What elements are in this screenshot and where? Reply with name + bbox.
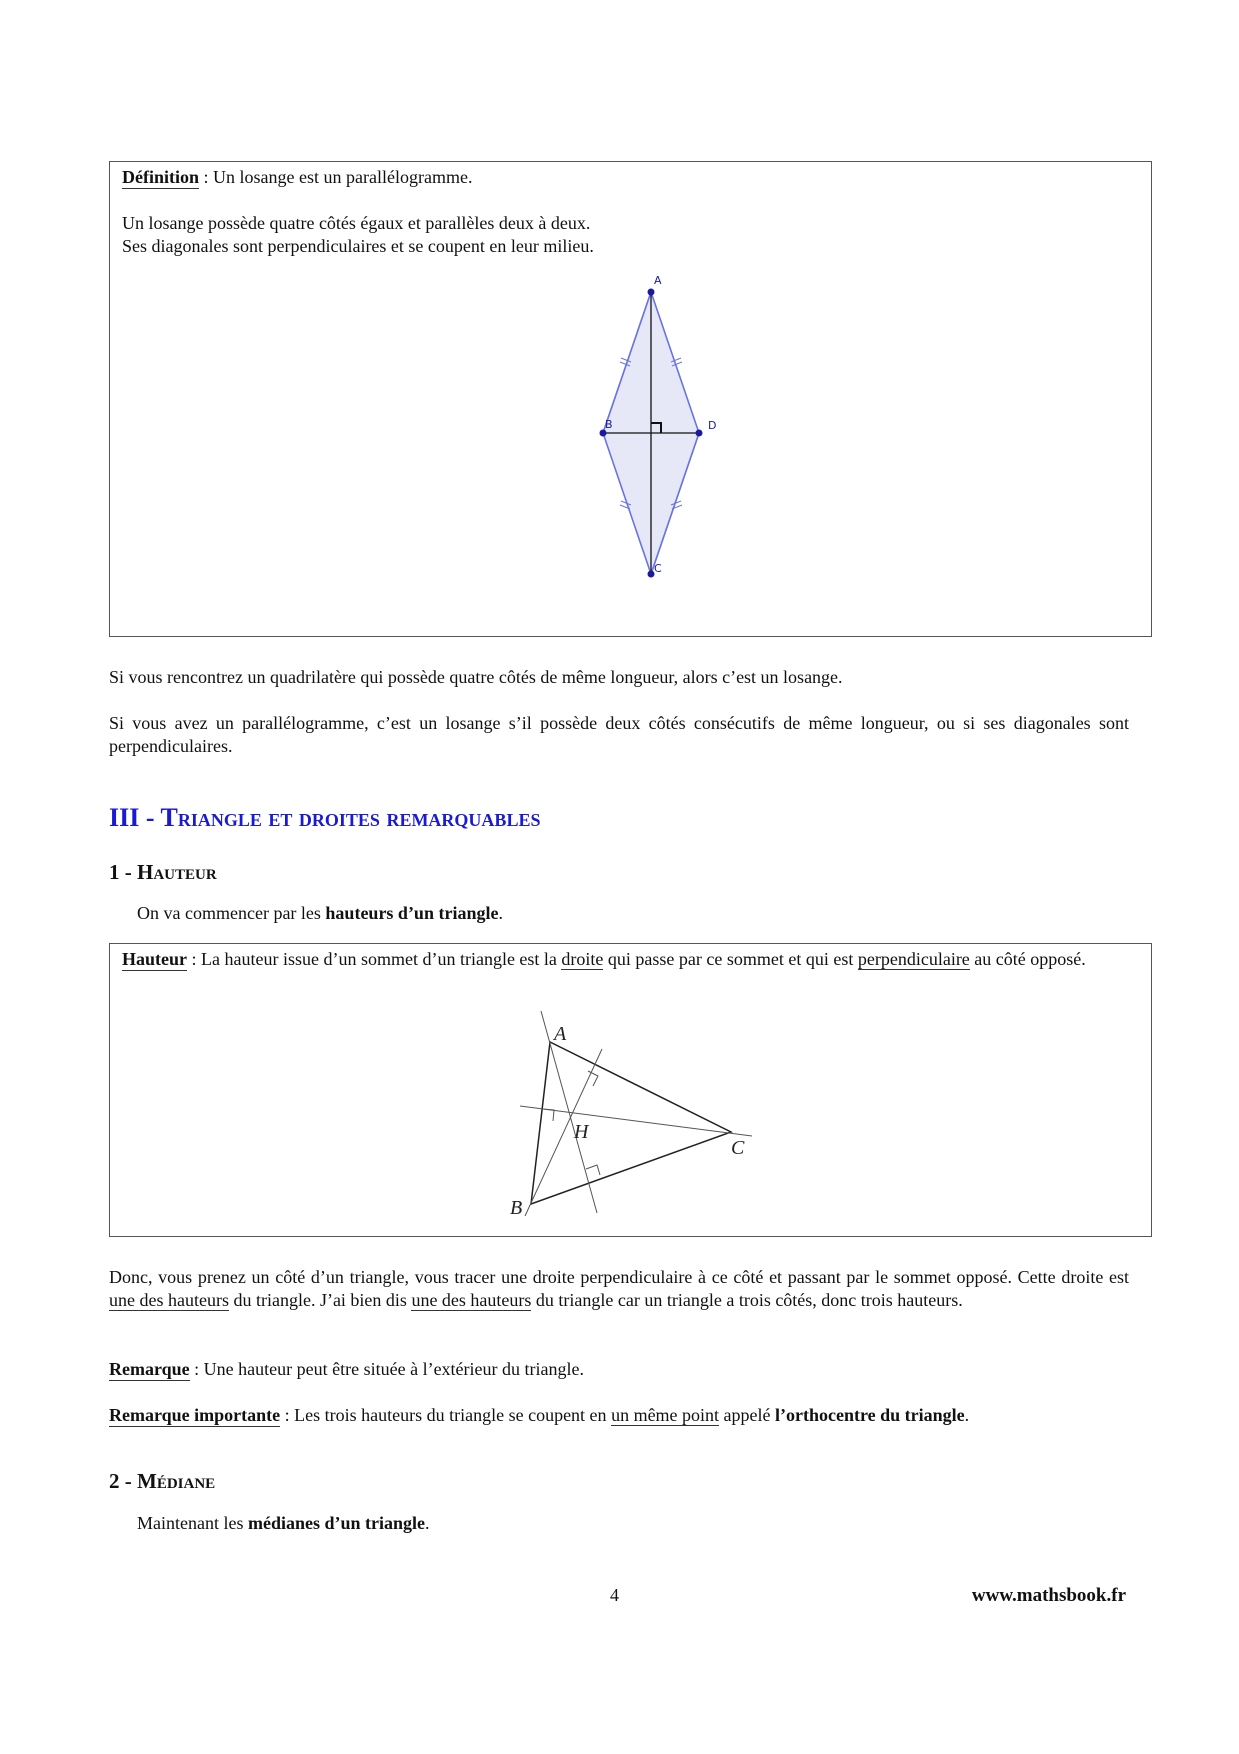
remark-exterior: Remarque : Une hauteur peut être située à l’extérieur du triangle. xyxy=(109,1359,585,1379)
label-tri-h: H xyxy=(574,1121,589,1143)
remark-important: Remarque importante : Les trois hauteurs du triangle se coupent en un même point appelé l’orthocentre du triangle. xyxy=(109,1405,970,1425)
orthocenter-figure xyxy=(506,1009,776,1239)
label-c: C xyxy=(654,562,662,575)
hauteur-box xyxy=(109,943,1152,1237)
hauteur-definition: Hauteur : La hauteur issue d’un sommet d’un triangle est la droite qui passe par ce sommet et qui est perpendiculaire au côté opposé. xyxy=(122,949,1086,969)
label-b: B xyxy=(605,418,613,431)
definition-line-3: Ses diagonales sont perpendiculaires et se coupent en leur milieu. xyxy=(122,236,594,256)
label-tri-b: B xyxy=(510,1197,523,1219)
label-tri-c: C xyxy=(731,1137,745,1159)
hauteur-term: Hauteur xyxy=(122,949,187,969)
intro-mediane: Maintenant les médianes d’un triangle. xyxy=(137,1513,430,1533)
label-tri-a: A xyxy=(554,1023,567,1045)
section-heading: III - Triangle et droites remarquables xyxy=(109,803,541,832)
definition-line-2: Un losange possède quatre côtés égaux et parallèles deux à deux. xyxy=(122,213,591,233)
rhombus-figure xyxy=(566,270,726,610)
label-a: A xyxy=(654,274,662,287)
definition-term: Définition xyxy=(122,167,200,187)
subsection-heading-mediane: 2 - Médiane xyxy=(109,1469,216,1493)
altitude-from-c xyxy=(520,1106,752,1136)
right-angle-c xyxy=(543,1109,554,1121)
definition-line-1: Définition : Un losange est un parallélogramme. xyxy=(122,167,473,187)
site-url: www.mathsbook.fr xyxy=(971,1585,1126,1606)
paragraph-quadrilateral: Si vous rencontrez un quadrilatère qui possède quatre côtés de même longueur, alors c’est un losange. xyxy=(109,667,843,687)
intro-hauteur: On va commencer par les hauteurs d’un triangle. xyxy=(137,903,503,923)
paragraph-hauteur-explanation: Donc, vous prenez un côté d’un triangle, vous tracer une droite perpendiculaire à ce côté et passant par le sommet opposé. Cette droite est une des hauteurs du triangle. J’ai bien dis une des hauteurs du triangle car un triangle a trois côtés, donc trois hauteurs. xyxy=(109,1267,1129,1310)
right-angle-a xyxy=(586,1165,600,1175)
point-a xyxy=(648,289,655,296)
paragraph-parallelogram: Si vous avez un parallélogramme, c’est un losange s’il possède deux côtés consécutifs de même longueur, ou si ses diagonales sont perpendiculaires. xyxy=(109,713,1129,756)
right-angle-b xyxy=(588,1071,598,1086)
page-number: 4 xyxy=(610,1585,619,1605)
definition-box xyxy=(109,161,1152,637)
triangle-abc xyxy=(531,1042,731,1204)
point-d xyxy=(696,430,703,437)
label-d: D xyxy=(708,419,717,432)
subsection-heading-hauteur: 1 - Hauteur xyxy=(109,860,217,884)
